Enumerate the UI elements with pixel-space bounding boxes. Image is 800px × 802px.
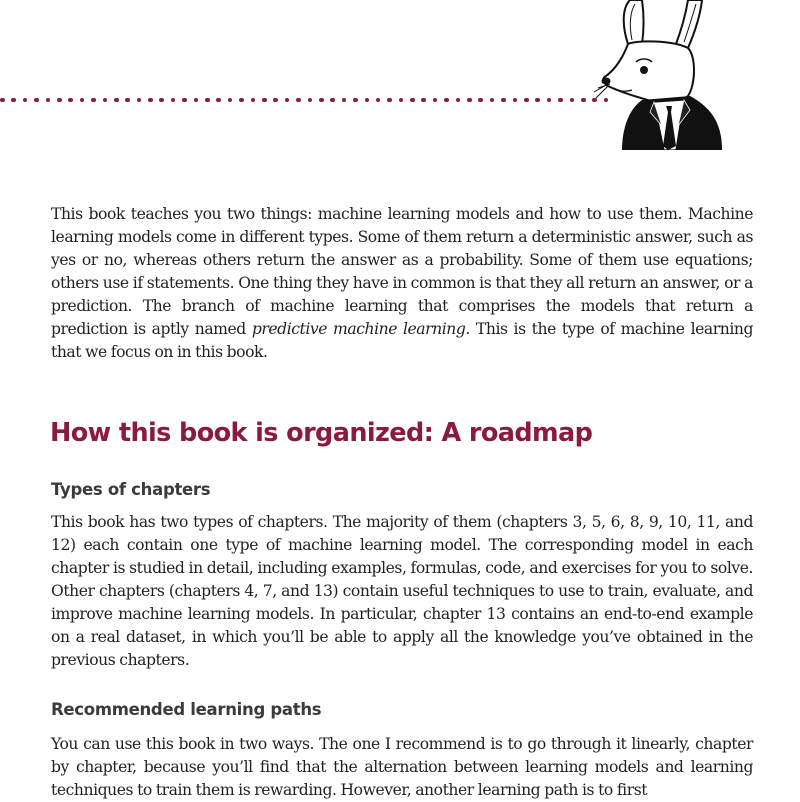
divider-dot <box>216 98 221 103</box>
divider-dot <box>148 98 153 103</box>
divider-dot <box>399 98 404 103</box>
divider-dot <box>513 98 518 103</box>
dotted-divider <box>0 96 620 104</box>
divider-dot <box>285 98 290 103</box>
divider-dot <box>171 98 176 103</box>
divider-dot <box>194 98 199 103</box>
divider-dot <box>57 98 62 103</box>
learning-paths-paragraph <box>51 733 753 802</box>
divider-dot <box>365 98 370 103</box>
intro-emphasis: predictive machine learning. <box>251 320 470 338</box>
divider-dot <box>34 98 39 103</box>
divider-dot <box>308 98 313 103</box>
divider-dot <box>558 98 563 103</box>
divider-dot <box>547 98 552 103</box>
divider-dot <box>205 98 210 103</box>
divider-dot <box>535 98 540 103</box>
divider-dot <box>103 98 108 103</box>
divider-dot <box>125 98 130 103</box>
divider-dot <box>23 98 28 103</box>
intro-text-end: This is the type of machine learning that we focus on in this book. <box>51 320 753 361</box>
divider-dot <box>137 98 142 103</box>
divider-dot <box>159 98 164 103</box>
divider-dot <box>11 98 16 103</box>
divider-dot <box>353 98 358 103</box>
learning-paths-text: You can use this book in two ways. The one I recommend is to go through it linearly, chapter by chapter, because you’ll find that the alternation between learning models and learning techniques to train them is rewarding. However, another learning path is to first <box>51 735 753 799</box>
divider-dot <box>376 98 381 103</box>
divider-dot <box>387 98 392 103</box>
divider-dot <box>319 98 324 103</box>
types-of-chapters-heading: Types of chapters <box>51 480 211 499</box>
section-title: How this book is organized: A roadmap <box>50 418 593 448</box>
intro-text: This book teaches you two things: machine learning models and how to use them. Machine learning models come in different types. Some of them return a deterministic answer, such as yes or no, whereas others return the answer as a probability. Some of them use equations; others use if statements. One thing they have in common is that they all return an answer, or a prediction. The branch of machine learning that comprises the models that return a prediction is aptly named <box>51 205 753 338</box>
divider-dot <box>251 98 256 103</box>
divider-dot <box>0 98 5 103</box>
divider-dot <box>433 98 438 103</box>
divider-dot <box>330 98 335 103</box>
intro-paragraph <box>51 203 753 364</box>
divider-dot <box>410 98 415 103</box>
divider-dot <box>228 98 233 103</box>
divider-dot <box>421 98 426 103</box>
divider-dot <box>478 98 483 103</box>
types-of-chapters-paragraph <box>51 511 753 672</box>
divider-dot <box>444 98 449 103</box>
divider-dot <box>91 98 96 103</box>
divider-dot <box>296 98 301 103</box>
divider-dot <box>581 98 586 103</box>
divider-dot <box>490 98 495 103</box>
types-of-chapters-text: This book has two types of chapters. The majority of them (chapters 3, 5, 6, 8, 9, 10, 11, and 12) each contain one type of machine learning model. The corresponding model in each chapter is studied in detail, including examples, formulas, code, and exercises for you to solve. Other chapters (chapters 4, 7, and 13) contain useful techniques to use to train, evaluate, and improve machine learning models. In particular, chapter 13 contains an end-to-end example on a real dataset, in which you’ll be able to apply all the knowledge you’ve obtained in the previous chapters. <box>51 513 753 669</box>
learning-paths-heading: Recommended learning paths <box>51 700 322 719</box>
divider-dot <box>46 98 51 103</box>
divider-dot <box>273 98 278 103</box>
divider-dot <box>80 98 85 103</box>
divider-dot <box>456 98 461 103</box>
divider-dot <box>262 98 267 103</box>
divider-dot <box>501 98 506 103</box>
divider-dot <box>68 98 73 103</box>
divider-dot <box>239 98 244 103</box>
rabbit-mascot-icon <box>592 0 732 150</box>
divider-dot <box>182 98 187 103</box>
divider-dot <box>342 98 347 103</box>
divider-dot <box>467 98 472 103</box>
divider-dot <box>570 98 575 103</box>
divider-dot <box>114 98 119 103</box>
divider-dot <box>524 98 529 103</box>
